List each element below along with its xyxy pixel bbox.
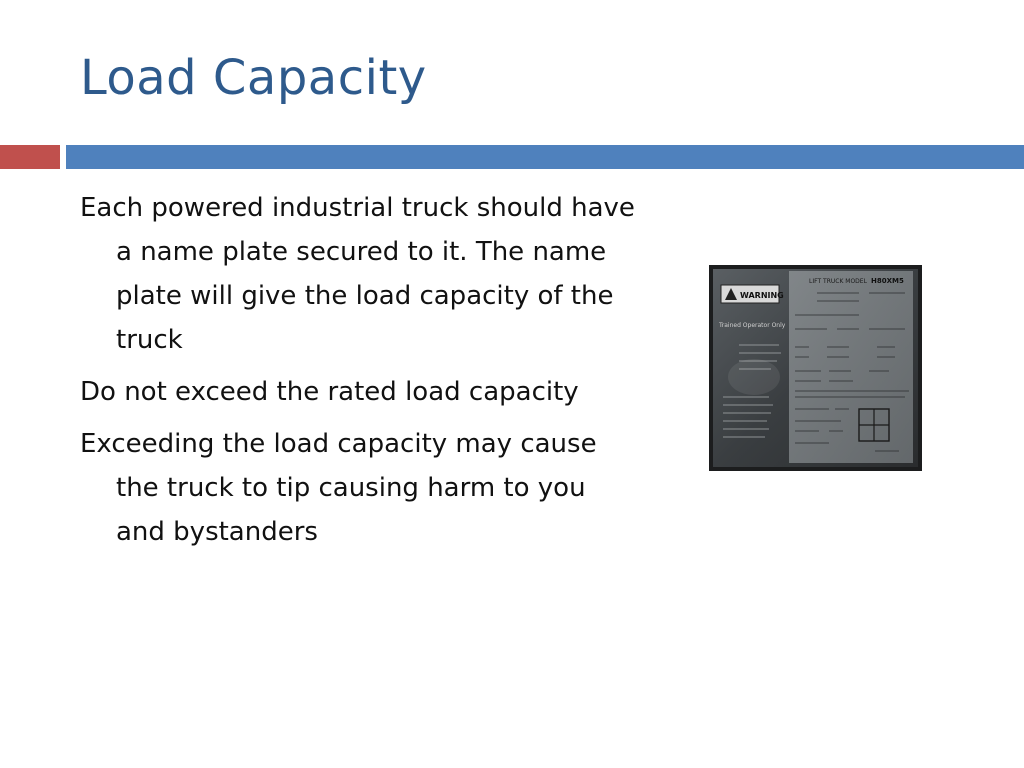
slide-title: Load Capacity — [80, 50, 427, 106]
model-value: H80XM5 — [871, 277, 904, 285]
nameplate-photo — [709, 265, 922, 471]
bullet-item: Exceeding the load capacity may cause the truck to tip causing harm to you and bystanders — [80, 429, 597, 547]
bullet-item: Each powered industrial truck should have a name plate secured to it. The name plate will give the load capacity of the truck — [80, 193, 635, 355]
side-text: Trained Operator Only — [719, 322, 786, 329]
warning-label: WARNING — [740, 291, 784, 300]
title-rule-bar — [66, 145, 1024, 169]
bullet-item: Do not exceed the rated load capacity — [80, 377, 579, 407]
bullet-list — [80, 186, 640, 562]
title-rule-accent — [0, 145, 60, 169]
model-label: LIFT TRUCK MODEL — [809, 278, 867, 285]
